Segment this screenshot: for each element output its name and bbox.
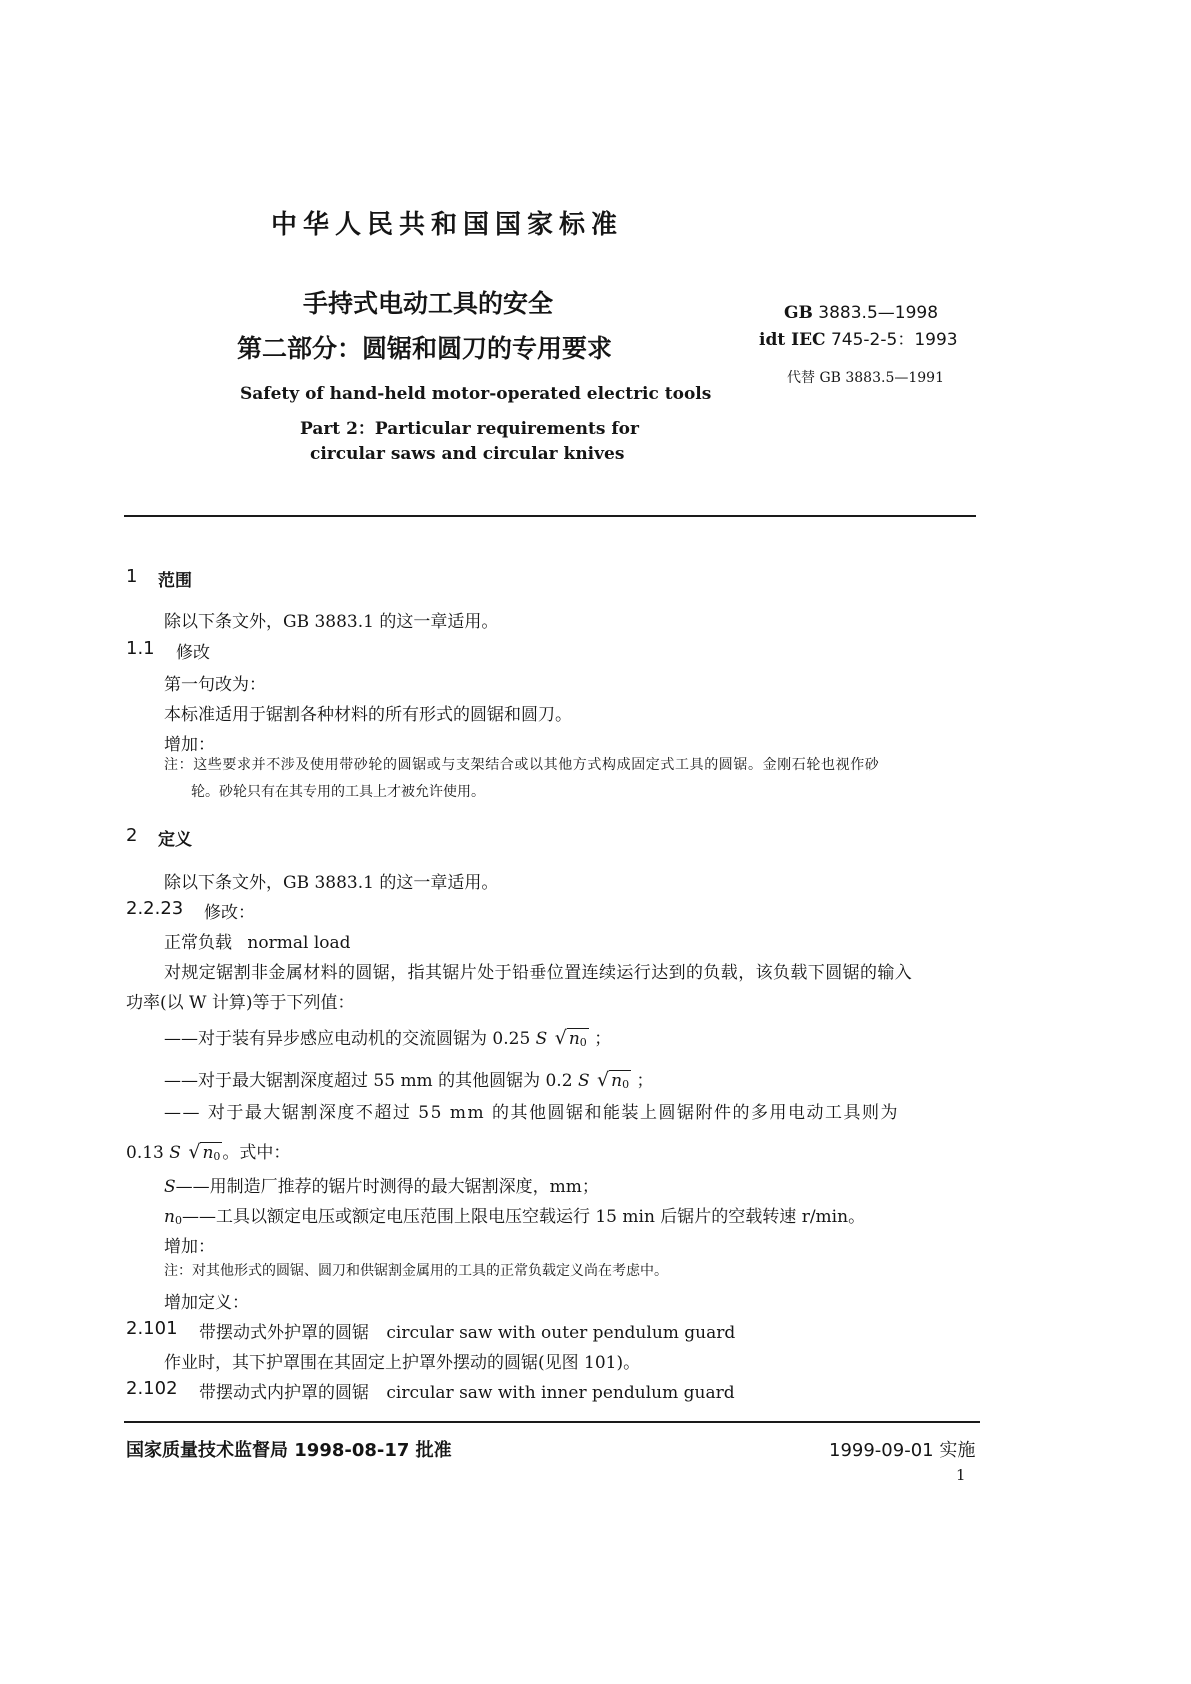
- term-cn: 正常负载: [164, 933, 232, 953]
- formula-item-1-end: ；: [594, 1029, 612, 1049]
- formula-item-1-text: ——对于装有异步感应电动机的交流圆锯为 0.25: [164, 1029, 531, 1049]
- section-2-102-cn: 带摆动式内护罩的圆锯: [199, 1383, 369, 1403]
- changed-to-label: 第一句改为：: [164, 675, 266, 695]
- variable-n0-definition: [164, 1202, 865, 1227]
- formula-item-1: [164, 1024, 611, 1049]
- variable-s-definition: [164, 1172, 599, 1197]
- section-2-101-en: circular saw with outer pendulum guard: [386, 1323, 736, 1343]
- section-2-102-number: 2.102: [126, 1378, 178, 1399]
- title-en-line3: circular saws and circular knives: [310, 444, 625, 464]
- section-2-101-number: 2.101: [126, 1318, 178, 1339]
- title-en-line1: Safety of hand-held motor-operated electric tools: [240, 384, 712, 404]
- idt-number-value: 745-2-5：1993: [830, 330, 958, 350]
- section-2-2-23-title: 修改：: [204, 903, 255, 923]
- page-number: 1: [956, 1466, 966, 1484]
- title-cn-line2: 第二部分：圆锯和圆刀的专用要求: [237, 334, 613, 363]
- std-number: [784, 303, 938, 323]
- section-2-2-23-number: 2.2.23: [126, 898, 184, 919]
- section-2-title: 定义: [158, 830, 192, 850]
- sqrt-n0-3: √ n0: [188, 1141, 221, 1163]
- section-2-number: 2: [126, 825, 138, 846]
- sqrt-n0-1: √ n0: [554, 1027, 587, 1049]
- formula-item-2-s: S: [577, 1071, 590, 1091]
- idt-prefix: idt IEC: [759, 330, 826, 350]
- idt-number: [759, 325, 958, 350]
- term-normal-load: [164, 928, 351, 953]
- replaces-standard: 代替 GB 3883.5—1991: [787, 370, 944, 386]
- formula-item-3b-end: 。式中：: [222, 1143, 291, 1163]
- section-2-101-term: [199, 1318, 735, 1343]
- new-scope-sentence: 本标准适用于锯割各种材料的所有形式的圆锯和圆刀。: [164, 705, 572, 725]
- formula-item-2-end: ；: [636, 1071, 654, 1091]
- var-n-symbol: n: [164, 1207, 175, 1227]
- section-1-1-number: 1.1: [126, 638, 155, 659]
- var-s-symbol: S: [164, 1177, 176, 1197]
- formula-item-1-s: S: [535, 1029, 548, 1049]
- section-1-1-title: 修改: [176, 643, 210, 663]
- section-1-intro: 除以下条文外，GB 3883.1 的这一章适用。: [164, 612, 499, 632]
- section-2-101-cn: 带摆动式外护罩的圆锯: [199, 1323, 369, 1343]
- var-s-desc: ——用制造厂推荐的锯片时测得的最大锯割深度，mm；: [175, 1177, 599, 1197]
- section-2-intro: 除以下条文外，GB 3883.1 的这一章适用。: [164, 873, 499, 893]
- term-en: normal load: [247, 933, 351, 953]
- national-standard-heading: 中华人民共和国国家标准: [271, 210, 624, 240]
- section-2-102-term: [199, 1378, 735, 1403]
- section-2-101-description: 作业时，其下护罩围在其固定上护罩外摆动的圆锯(见图 101)。: [164, 1353, 641, 1373]
- formula-item-2-text: ——对于最大锯割深度超过 55 mm 的其他圆锯为 0.2: [164, 1071, 573, 1091]
- definition-line2: 功率(以 W 计算)等于下列值：: [126, 993, 355, 1013]
- section-1-number: 1: [126, 566, 138, 587]
- std-number-prefix: GB: [784, 303, 813, 323]
- var-n-subscript: 0: [174, 1214, 182, 1227]
- note-1-line1: 注：这些要求并不涉及使用带砂轮的圆锯或与支架结合或以其他方式构成固定式工具的圆锯。金刚石轮也视作砂: [164, 757, 880, 773]
- added-definitions-label: 增加定义：: [164, 1293, 249, 1313]
- added-label-2: 增加：: [164, 1237, 215, 1257]
- footer-divider: [124, 1421, 980, 1423]
- title-en-line2: Part 2：Particular requirements for: [300, 419, 639, 439]
- header-divider: [124, 515, 976, 517]
- note-1-line2: 轮。砂轮只有在其专用的工具上才被允许使用。: [191, 784, 485, 800]
- formula-item-3b-s: S: [169, 1143, 181, 1163]
- formula-item-3-cont: [126, 1138, 290, 1163]
- sqrt-n0-2: √ n0: [597, 1069, 630, 1091]
- section-2-102-en: circular saw with inner pendulum guard: [386, 1383, 735, 1403]
- implementation-date: 1999-09-01 实施: [829, 1440, 976, 1461]
- std-number-value: 3883.5—1998: [818, 303, 939, 323]
- formula-item-3b-text: 0.13: [126, 1143, 164, 1163]
- approval-line: 国家质量技术监督局 1998-08-17 批准: [126, 1440, 452, 1461]
- title-cn-line1: 手持式电动工具的安全: [303, 289, 554, 318]
- note-2: 注：对其他形式的圆锯、圆刀和供锯割金属用的工具的正常负载定义尚在考虑中。: [164, 1263, 668, 1279]
- definition-line1: 对规定锯割非金属材料的圆锯，指其锯片处于铅垂位置连续运行达到的负载，该负载下圆锯的输入: [164, 963, 913, 983]
- var-n-desc: ——工具以额定电压或额定电压范围上限电压空载运行 15 min 后锯片的空载转速 r/min。: [181, 1207, 866, 1227]
- formula-item-3: —— 对于最大锯割深度不超过 55 mm 的其他圆锯和能装上圆锯附件的多用电动工具则为: [164, 1103, 899, 1123]
- added-label-1: 增加：: [164, 735, 215, 755]
- section-1-title: 范围: [158, 571, 192, 591]
- formula-item-2: [164, 1066, 653, 1091]
